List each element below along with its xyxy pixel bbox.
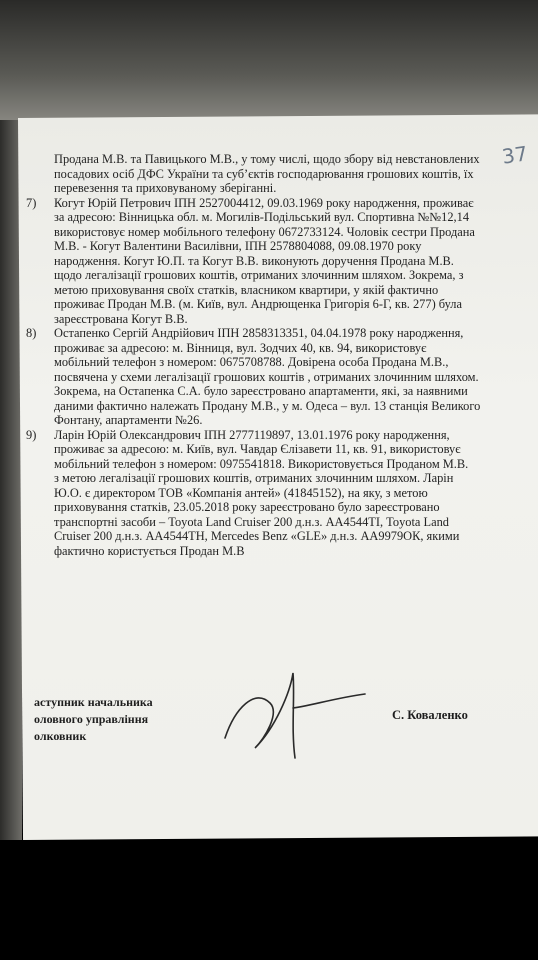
- list-item-text-line: мобільний телефон з номером: 0675708788. Довірена особа Продана М.В.,: [54, 355, 449, 369]
- list-item-number: 9): [26, 427, 37, 442]
- list-item-text-line: проживає за адресою: м. Вінниця, вул. Зодчих 40, кв. 94, використовує: [54, 340, 427, 355]
- list-item-number: 7): [26, 195, 37, 210]
- intro-text-line: Продана М.В. та Павицького М.В., у тому числі, щодо збору від невстановлених: [54, 152, 480, 166]
- intro-text-line: посадових осіб ДФС України та суб’єктів господарювання грошових коштів, їх: [54, 166, 474, 181]
- handwritten-signature: [215, 668, 375, 763]
- list-item-text-line: використовує номер мобільного телефону 0672733124. Чоловік сестри Продана: [54, 224, 475, 239]
- list-item-text-line: М.В. - Когут Валентини Василівни, ІПН 2578804088, 09.08.1970 року: [54, 239, 422, 253]
- signatory-title-line: олковник: [34, 729, 87, 743]
- list-item-text-line: проживає Продан М.В. (м. Київ, вул. Андрющенка Григорія 6-Г, кв. 277) була: [54, 297, 462, 311]
- list-item-text-line: мобільний телефон з номером: 0975541818. Використовується Проданом М.В.: [54, 456, 469, 471]
- list-item-text-line: за адресою: Вінницька обл. м. Могилів-Подільський вул. Спортивна №№12,14: [54, 210, 470, 224]
- signatory-title-line: аступник начальника: [34, 695, 153, 709]
- list-item-text-line: посвячена у схеми легалізації грошових коштів , отриманих злочинним шляхом.: [54, 369, 479, 384]
- list-item-number: 8): [26, 326, 37, 340]
- list-item-text-line: Когут Юрій Петрович ІПН 2527004412, 09.03.1969 року народження, проживає: [54, 195, 474, 210]
- list-item-text-line: з метою легалізації грошових коштів, отриманих злочинним шляхом. Ларін: [54, 471, 454, 485]
- list-item-text-line: приховування статків, 23.05.2018 року зареєстровано було зареєстровано: [54, 500, 440, 514]
- list-item-text-line: фактично користується Продан М.В: [54, 543, 245, 558]
- list-item-text-line: Ю.О. є директором ТОВ «Компанія антей» (41845152), на яку, з метою: [54, 485, 428, 500]
- background-bottom: [0, 840, 538, 960]
- list-item-text-line: метою приховування своїх статків, власником квартири, у якій фактично: [54, 282, 439, 297]
- list-item-text-line: проживає за адресою: м. Київ, вул. Чавдар Єлізавети 11, кв. 91, використовує: [54, 442, 461, 456]
- intro-text-line: перевезення та приховуваному зберіганні.: [54, 181, 277, 195]
- list-item-text-line: транспортні засоби – Toyota Land Cruiser 200 д.н.з. АА4544ТІ, Toyota Land: [54, 514, 449, 529]
- list-item-text-line: Ларін Юрій Олександрович ІПН 2777119897, 13.01.1976 року народження,: [54, 427, 450, 442]
- list-item-text-line: Cruiser 200 д.н.з. АА4544ТН, Mercedes Benz «GLE» д.н.з. АА9979ОК, якими: [54, 529, 460, 543]
- page-number: 37: [500, 141, 529, 169]
- signatory-title: [34, 694, 153, 745]
- background-top: [0, 0, 538, 125]
- list-item-text-line: щодо легалізації грошових коштів, отриманих злочинним шляхом. Зокрема, з: [54, 268, 464, 282]
- list-item-text-line: Фонтану, апартаменти №26.: [54, 413, 203, 427]
- list-item-text-line: Зокрема, на Остапенка С.А. було зареєстровано апартаменти, які, за наявними: [54, 384, 468, 398]
- list-item-text-line: зареєстрована Когут В.В.: [54, 311, 188, 326]
- list-item-text-line: Остапенко Сергій Андрійович ІПН 2858313351, 04.04.1978 року народження,: [54, 326, 464, 340]
- list-item-text-line: народження. Когут Ю.П. та Когут В.В. виконують доручення Продана М.В.: [54, 253, 454, 268]
- list-item-text-line: даними фактично належать Продану М.В., у м. Одеса – вул. 13 станція Великого: [54, 398, 481, 413]
- signatory-title-line: оловного управління: [34, 712, 149, 726]
- signer-name: С. Коваленко: [392, 708, 468, 722]
